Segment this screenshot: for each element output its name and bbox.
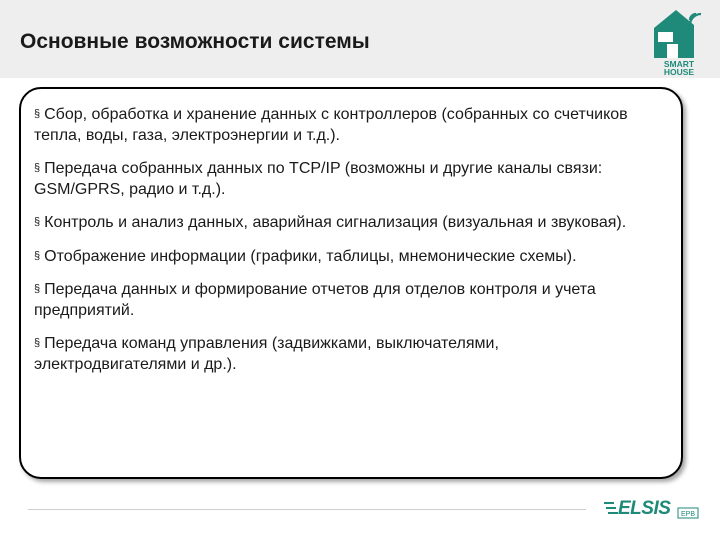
list-item-text: Отображение информации (графики, таблицы, мнемонические схемы). — [44, 247, 577, 265]
feature-list — [34, 104, 654, 387]
logo-badge-text: EPB — [680, 511, 696, 518]
footer-divider — [28, 509, 586, 510]
bullet-icon: § — [34, 162, 41, 174]
elsis-logo — [604, 494, 700, 520]
list-item-text: Передача команд управления (задвижками, выключателями, электродвигателями и др.). — [34, 335, 499, 373]
list-item — [34, 104, 654, 146]
list-item-text: Передача собранных данных по TCP/IP (возможны и другие каналы связи: GSM/GPRS, радио и т.д.). — [34, 160, 603, 198]
list-item — [34, 246, 654, 268]
list-item — [34, 333, 654, 375]
list-item-text: Передача данных и формирование отчетов для отделов контроля и учета предприятий. — [34, 281, 596, 319]
smart-house-logo — [650, 6, 708, 76]
bullet-icon: § — [34, 108, 41, 120]
bullet-icon: § — [34, 249, 41, 262]
logo-speed-lines — [604, 503, 618, 513]
bullet-icon: § — [34, 337, 41, 349]
list-item — [34, 212, 654, 234]
logo-bottom-text: HOUSE — [663, 67, 695, 76]
list-item-text: Сбор, обработка и хранение данных с контроллеров (собранных со счетчиков тепла, воды, газа, электроэнергии и т.д.). — [34, 106, 628, 144]
list-item — [34, 158, 654, 200]
bullet-icon: § — [34, 216, 41, 228]
logo-top-text: SMART — [663, 59, 695, 69]
list-item-text: Контроль и анализ данных, аварийная сигнализация (визуальная и звуковая). — [44, 214, 627, 231]
logo-wordmark: ELSIS — [618, 498, 671, 519]
house-icon — [654, 10, 694, 58]
page-title: Основные возможности системы — [20, 30, 370, 53]
list-item — [34, 279, 654, 321]
bullet-icon: § — [34, 283, 41, 295]
